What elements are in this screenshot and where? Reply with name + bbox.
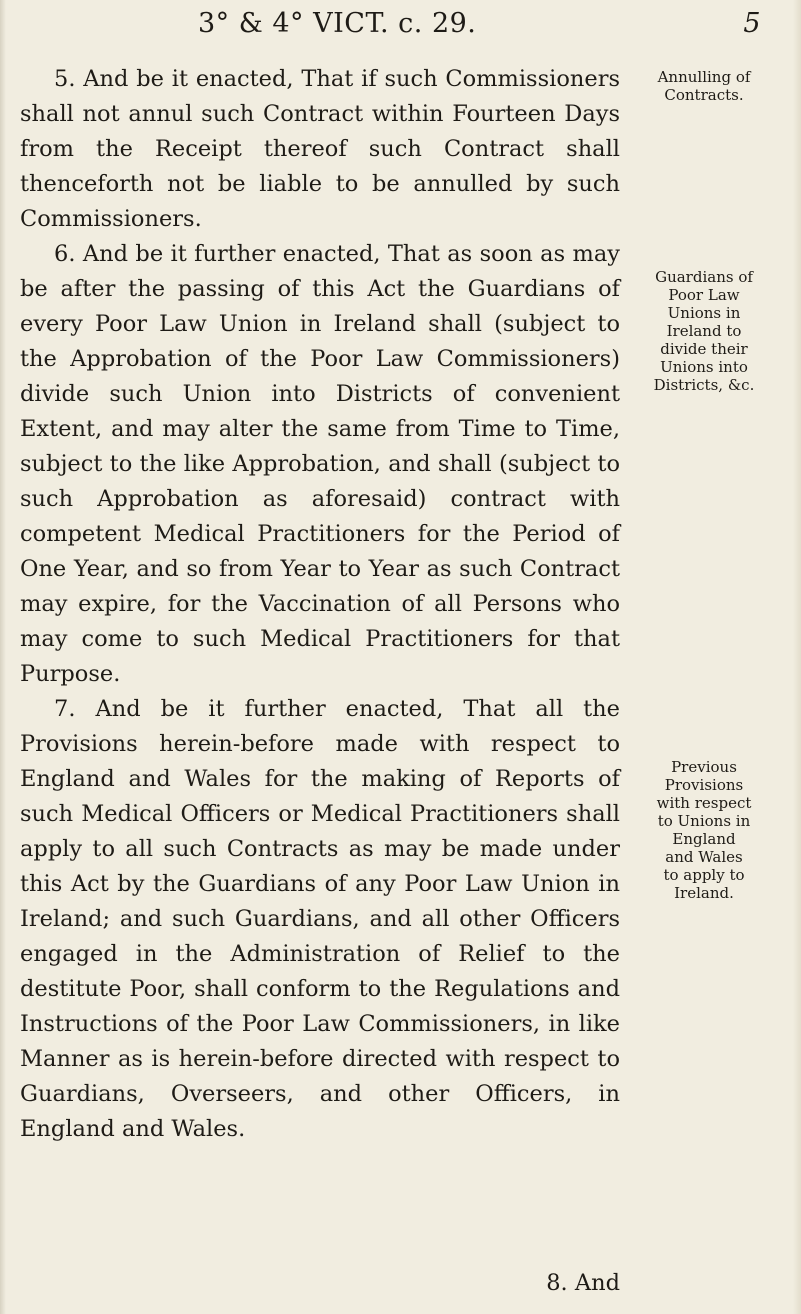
page-right-edge bbox=[793, 0, 801, 1314]
sidenote-line: Poor Law bbox=[668, 286, 740, 304]
page-number: 5 bbox=[743, 8, 761, 39]
sidenote-line: Unions in bbox=[667, 304, 741, 322]
sidenote-line: Ireland. bbox=[674, 884, 734, 902]
sidenote-previous-provisions bbox=[624, 758, 784, 902]
running-header bbox=[0, 6, 801, 50]
section-7: 7. And be it further enacted, That all the Provisions herein-before made with respect to England and Wales for the making of Reports of such Medical Officers or Medical Practitioners shall apply to all such Contracts as may be made under this Act by the Guardians of any Poor Law Union in Ireland; and such Guardians, and all other Officers engaged in the Administration of Relief to the destitute Poor, shall conform to the Regulations and Instructions of the Poor Law Commissioners, in like Manner as is herein-before directed with respect to Guardians, Overseers, and other Officers, in England and Wales. bbox=[20, 696, 620, 1142]
sidenote-line: Ireland to bbox=[666, 322, 742, 340]
catchword: 8. And bbox=[546, 1270, 620, 1296]
sidenote-line: and Wales bbox=[665, 848, 743, 866]
sidenote-line: Previous bbox=[671, 758, 737, 776]
sidenote-line: to Unions in bbox=[657, 812, 751, 830]
sidenote-annulling bbox=[624, 68, 784, 104]
sidenote-line: Provisions bbox=[664, 776, 744, 794]
header-title: 3° & 4° VICT. c. 29. bbox=[198, 8, 477, 39]
section-6: 6. And be it further enacted, That as soon as may be after the passing of this Act the Guardians of every Poor Law Union in Ireland shall (subject to the Approbation of the Poor Law Commissioners) divide such Union into Districts of convenient Extent, and may alter the same from Time to Time, subject to the like Approbation, and shall (subject to such Approbation as aforesaid) contract with competent Medical Practitioners for the Period of One Year, and so from Year to Year as such Contract may expire, for the Vaccination of all Persons who may come to such Medical Practitioners for that Purpose. bbox=[20, 241, 620, 687]
body-text bbox=[20, 62, 620, 1147]
sidenote-line: Contracts. bbox=[664, 86, 744, 104]
page-binding-edge bbox=[0, 0, 6, 1314]
section-5: 5. And be it enacted, That if such Commissioners shall not annul such Contract within Fourteen Days from the Receipt thereof such Contract shall thenceforth not be liable to be annulled by such Commissioners. bbox=[20, 66, 620, 232]
sidenote-line: to apply to bbox=[663, 866, 745, 884]
sidenote-line: divide their bbox=[660, 340, 748, 358]
sidenote-line: Guardians of bbox=[655, 268, 753, 286]
sidenote-line: Unions into bbox=[660, 358, 748, 376]
sidenote-line: Districts, &c. bbox=[653, 376, 755, 394]
sidenote-line: Annulling of bbox=[657, 68, 751, 86]
sidenote-line: England bbox=[672, 830, 736, 848]
sidenote-line: with respect bbox=[656, 794, 752, 812]
sidenote-guardians bbox=[624, 268, 784, 394]
